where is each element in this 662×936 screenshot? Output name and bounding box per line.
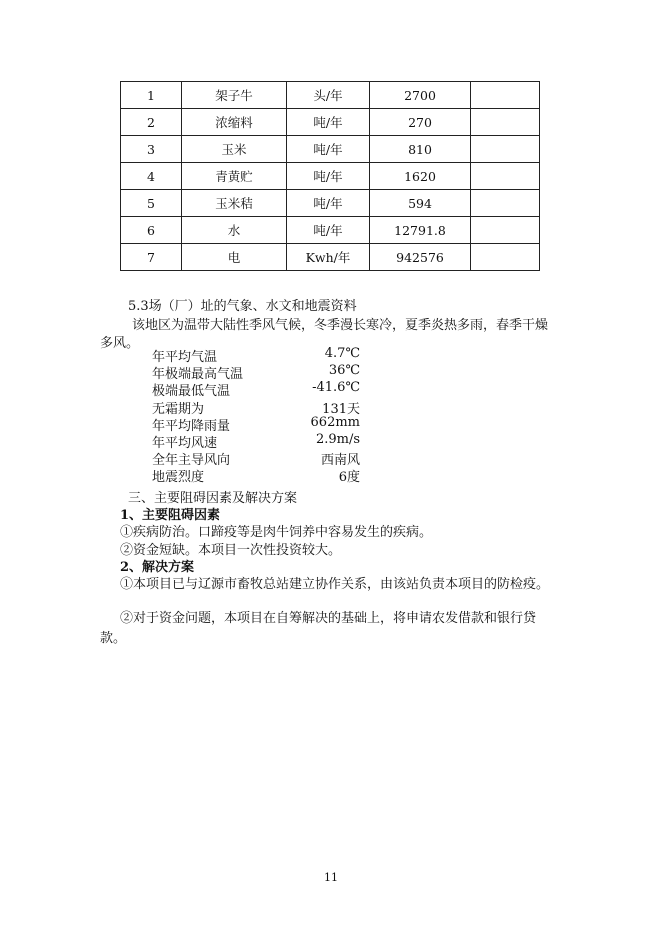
table-cell-unit: 吨/年: [287, 217, 370, 244]
table-row: [121, 82, 540, 109]
table-cell-note: [471, 82, 540, 109]
climate-value: 662mm: [310, 414, 360, 430]
obstacle-item-2: ②资金短缺。本项目一次性投资较大。: [120, 543, 342, 558]
climate-value: 2.9m/s: [315, 432, 360, 447]
table-cell-qty: 594: [370, 190, 471, 217]
table-cell-item: 玉米秸: [182, 190, 287, 217]
table-cell-note: [471, 244, 540, 271]
page-number: 11: [324, 871, 338, 884]
solution-item-1: ①本项目已与辽源市畜牧总站建立协作关系，由该站负责本项目的防检疫。: [120, 577, 550, 592]
table-cell-unit: 吨/年: [287, 109, 370, 136]
table-cell-unit: 吨/年: [287, 190, 370, 217]
table-cell-note: [471, 217, 540, 244]
table-row: [121, 244, 540, 271]
table-cell-note: [471, 109, 540, 136]
table-cell-qty: 810: [370, 136, 471, 163]
table-cell-no: 7: [121, 244, 182, 271]
climate-label: 年极端最高气温: [152, 367, 244, 383]
table-cell-no: 3: [121, 136, 182, 163]
table-row: [121, 217, 540, 244]
table-cell-item: 浓缩料: [182, 109, 287, 136]
climate-label: 无霜期为: [152, 401, 205, 417]
climate-value: 36℃: [328, 363, 360, 379]
table-cell-no: 5: [121, 190, 182, 217]
table-cell-no: 6: [121, 217, 182, 244]
table-cell-qty: 12791.8: [370, 217, 471, 244]
table-row: [121, 109, 540, 136]
climate-value: 西南风: [320, 453, 360, 469]
table-cell-qty: 2700: [370, 82, 471, 109]
table-row: [121, 190, 540, 217]
climate-intro-line1: 该地区为温带大陆性季风气候，冬季漫长寒冷，夏季炎热多雨，春季干燥: [132, 318, 549, 333]
table-cell-qty: 942576: [370, 244, 471, 271]
table-cell-unit: Kwh/年: [287, 244, 370, 271]
materials-table: [120, 81, 540, 271]
obstacles-heading: 三、主要阻碍因素及解决方案: [128, 491, 298, 506]
table-cell-item: 电: [182, 244, 287, 271]
climate-label: 全年主导风向: [152, 453, 231, 469]
obstacles-subheading: 1、主要阻碍因素: [120, 508, 221, 523]
climate-label: 年平均降雨量: [152, 418, 231, 434]
table-cell-no: 1: [121, 82, 182, 109]
obstacle-item-1: ①疾病防治。口蹄疫等是肉牛饲养中容易发生的疾病。: [120, 525, 433, 540]
table-cell-note: [471, 136, 540, 163]
table-cell-item: 青黄贮: [182, 163, 287, 190]
solutions-subheading: 2、解决方案: [120, 560, 195, 575]
table-cell-note: [471, 163, 540, 190]
table-cell-qty: 1620: [370, 163, 471, 190]
climate-label: 年平均风速: [152, 436, 218, 451]
table-cell-item: 玉米: [182, 136, 287, 163]
table-cell-item: 架子牛: [182, 82, 287, 109]
climate-label: 地震烈度: [152, 470, 205, 486]
climate-label: 极端最低气温: [152, 384, 231, 400]
climate-value: 6度: [338, 470, 360, 486]
table-row: [121, 163, 540, 190]
table-cell-unit: 吨/年: [287, 163, 370, 190]
climate-label: 年平均气温: [152, 350, 218, 365]
climate-value: 4.7℃: [324, 346, 360, 361]
table-cell-unit: 头/年: [287, 82, 370, 109]
table-cell-no: 2: [121, 109, 182, 136]
section-heading: 5.3场（厂）址的气象、水文和地震资料: [128, 299, 357, 314]
solution-item-2-line1: ②对于资金问题，本项目在自筹解决的基础上，将申请农发借款和银行贷: [120, 611, 537, 626]
climate-value: 131天: [322, 401, 360, 417]
table-cell-no: 4: [121, 163, 182, 190]
solution-item-2-line2: 款。: [100, 631, 127, 646]
table-row: [121, 136, 540, 163]
table-cell-note: [471, 190, 540, 217]
table-cell-unit: 吨/年: [287, 136, 370, 163]
climate-intro-line2: 多风。: [100, 336, 140, 351]
climate-value: -41.6℃: [312, 380, 360, 396]
table-cell-item: 水: [182, 217, 287, 244]
table-cell-qty: 270: [370, 109, 471, 136]
